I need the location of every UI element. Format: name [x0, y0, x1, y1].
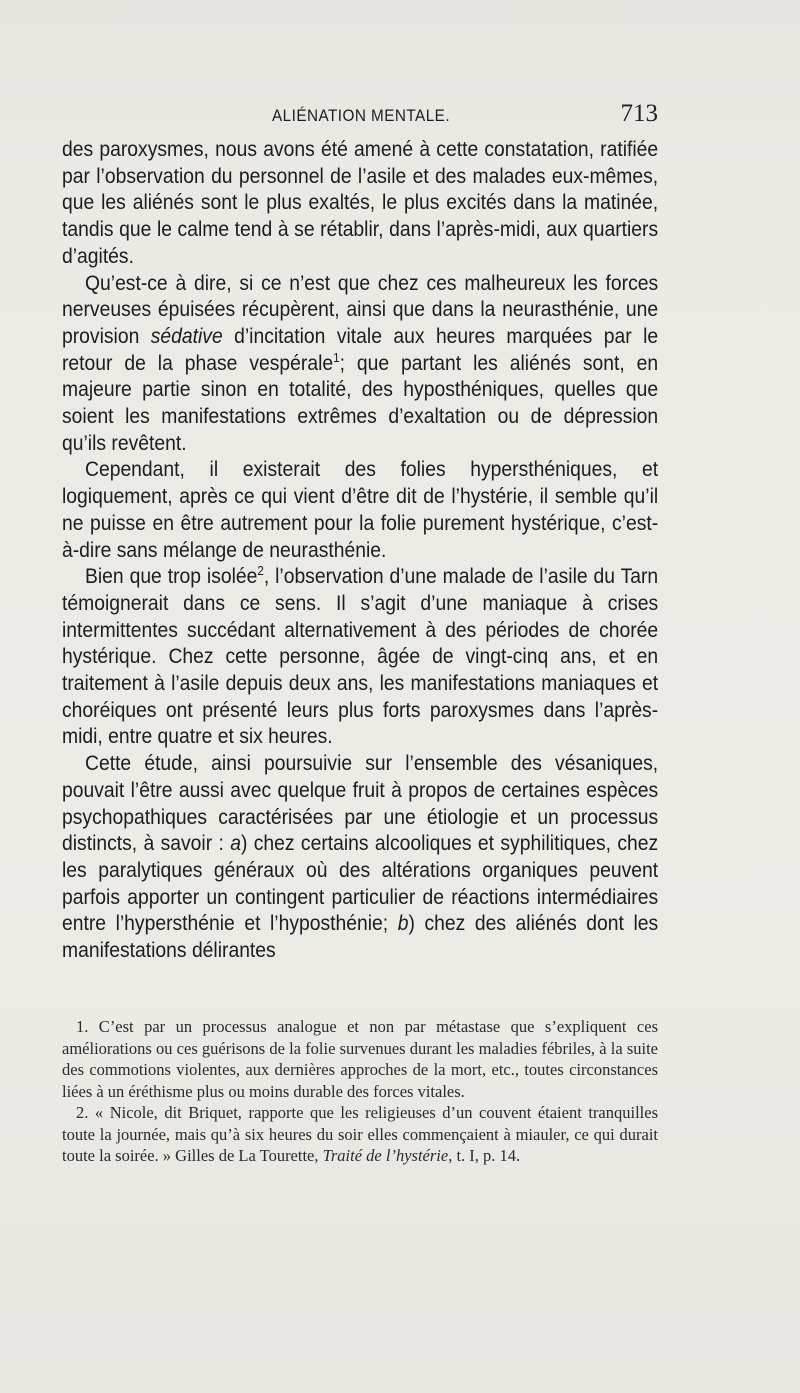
paragraph-2-italic: sédative — [150, 324, 223, 348]
running-head — [62, 100, 658, 130]
footnotes — [62, 1016, 658, 1167]
paragraph-5-marker-a: a — [230, 832, 241, 856]
paragraph-2-text-b: d’incitation vitale aux heures marquées par le retour de la phase vespérale — [62, 324, 659, 375]
footnote-1 — [62, 1016, 658, 1102]
footnote-2-text-b: , t. I, p. 14. — [448, 1146, 521, 1165]
paragraph-1 — [62, 137, 658, 271]
paragraph-5-marker-b: b — [397, 912, 409, 936]
body-text — [62, 137, 658, 965]
footnote-1-text: 1. C’est par un processus analogue et non par métastase que s’expliquent ces améliorations ou ces guérisons de la folie survenues durant les maladies fébriles, à la suite des commotions violentes, aux dernières approches de la mort, etc., toutes circonstances liées à un éréthisme plus ou moins durable des forces vitales. — [62, 1017, 658, 1101]
paragraph-2-text-a: Qu’est-ce à dire, si ce n’est que chez ces malheureux les forces nerveuses épuisées récupèrent, ainsi que dans la neurasthénie, une provision — [62, 271, 659, 348]
paragraph-3 — [62, 457, 658, 564]
paragraph-4 — [62, 564, 658, 751]
paragraph-2 — [62, 271, 658, 458]
footnote-2 — [62, 1102, 658, 1167]
paragraph-2-text-c: ; que partant les aliénés sont, en majeure partie sinon en totalité, des hyposthéniques, quelles que soient les manifestations extrêmes d’exaltation ou de dépression qu’ils revêtent. — [62, 351, 659, 455]
footnote-ref-2: 2 — [257, 564, 264, 579]
paragraph-5 — [62, 751, 658, 965]
paragraph-5-text-b: ) chez certains alcooliques et syphilitiques, chez les paralytiques généraux où des altérations organiques peuvent parfois apporter un contingent particulier de réactions intermédiaires entre l’hypersthénie et l’hyposthénie; — [62, 832, 659, 936]
footnote-2-text-a: 2. « Nicole, dit Briquet, rapporte que les religieuses d’un couvent étaient tranquilles toute la journée, mais qu’à six heures du soir elles commençaient à miauler, ce qui durait toute la soirée. » Gilles de La Tourette, — [62, 1103, 658, 1165]
paragraph-5-text-c: ) chez des aliénés dont les manifestations délirantes — [62, 912, 659, 963]
paragraph-3-text: Cependant, il existerait des folies hypersthéniques, et logiquement, après ce qui vient d’être dit de l’hystérie, il semble qu’il ne puisse en être autrement pour la folie purement hystérique, c’est-à-dire sans mélange de neurasthénie. — [62, 458, 659, 562]
paragraph-4-text-b: , l’observation d’une malade de l’asile du Tarn témoignerait dans ce sens. Il s’agit d’une maniaque à crises intermittentes succédant alternativement à des périodes de chorée hystérique. Chez cette personne, âgée de vingt-cinq ans, et en traitement à l’asile depuis deux ans, les manifestations maniaques et choréiques ont présenté leurs plus forts paroxysmes dans l’après-midi, entre quatre et six heures. — [62, 565, 659, 749]
paragraph-1-text: des paroxysmes, nous avons été amené à cette constatation, ratifiée par l’observation du personnel de l’asile et des malades eux-mêmes, que les aliénés sont le plus exaltés, le plus excités dans la matinée, tandis que le calme tend à se rétablir, dans l’après-midi, aux quartiers d’agités. — [62, 138, 659, 268]
paragraph-5-text-a: Cette étude, ainsi poursuivie sur l’ensemble des vésaniques, pouvait l’être aussi avec quelque fruit à propos de certaines espèces psychopathiques caractérisées par une étiologie et un processus distincts, à savoir : — [62, 752, 659, 856]
paragraph-4-text-a: Bien que trop isolée — [85, 565, 258, 589]
footnote-2-book-title: Traité de l’hystérie — [322, 1146, 449, 1165]
page-number: 713 — [620, 100, 658, 127]
running-title: ALIÉNATION MENTALE. — [272, 106, 451, 125]
footnote-ref-1: 1 — [333, 350, 340, 365]
